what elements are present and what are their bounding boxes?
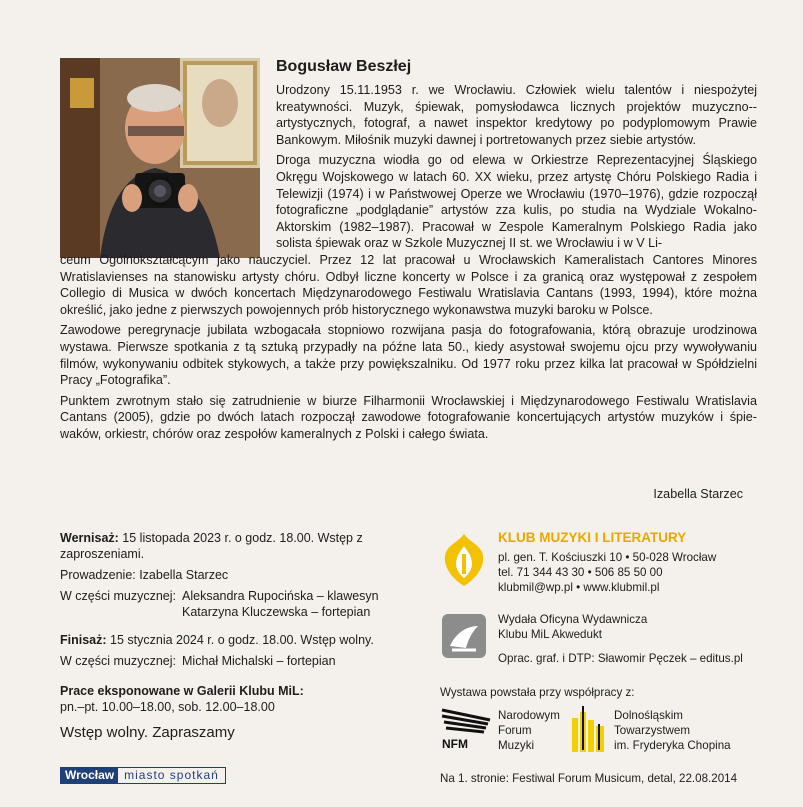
- publisher-line-1: Wydała Oficyna Wydawnicza: [498, 613, 648, 626]
- wroclaw-logo: [60, 767, 226, 784]
- nfm-name: [498, 708, 560, 753]
- publisher-logo-icon: [442, 614, 486, 658]
- artist-name: Bogusław Beszłej: [276, 58, 412, 75]
- nfm-logo-icon: [440, 706, 494, 750]
- vernissage-line: [60, 530, 430, 562]
- nfm-line-2: Forum: [498, 724, 532, 737]
- performers: [182, 588, 379, 620]
- club-phone: tel. 71 344 43 30 • 506 85 50 00: [498, 566, 663, 579]
- dtf-line-1: Dolnośląskim: [614, 709, 683, 722]
- vernissage-text: 15 listopada 2023 r. o godz. 18.00. Wstęp z zaproszeniami.: [60, 531, 363, 561]
- performer-3: Michał Michalski – fortepian: [182, 654, 336, 668]
- gallery-title: Prace eksponowane w Galerii Klubu MiL:: [60, 684, 304, 698]
- finissage-text: 15 stycznia 2024 r. o godz. 18.00. Wstęp wolny.: [106, 633, 374, 647]
- bio-paragraph-1: Urodzony 15.11.1953 r. we Wrocławiu. Człowiek wielu talentów i niespożytej kreatywności. Muzyk, śpiewak, pomysłodawca licznych projektów muzyczno--artystycznych, fotograf, a nawet inspektor kredytowy po podyplomowym Prawie Bankowym. Miłośnik muzyki dawnej i portretowanych przez siebie artystów.: [276, 83, 757, 147]
- exhibit-hours: [60, 683, 430, 715]
- publisher-info: [498, 612, 647, 642]
- nfm-logo-text: NFM: [442, 737, 468, 750]
- wroclaw-logo-part-2: miasto spotkań: [124, 768, 219, 782]
- invitation-text: Wstęp wolny. Zapraszamy: [60, 724, 235, 741]
- cover-caption: Na 1. stronie: Festiwal Forum Musicum, detal, 22.08.2014: [440, 772, 738, 785]
- club-contact: [498, 550, 716, 595]
- author-signature: Izabella Starzec: [653, 487, 743, 501]
- nfm-line-1: Narodowym: [498, 709, 560, 722]
- event-info: [60, 530, 430, 741]
- dtf-line-2: Towarzystwem: [614, 724, 691, 737]
- wroclaw-logo-part-1: Wrocław: [61, 768, 118, 783]
- vernissage-label: Wernisaż:: [60, 531, 119, 545]
- performer-1: Aleksandra Rupocińska – klawesyn: [182, 589, 379, 603]
- host-line: Prowadzenie: Izabella Starzec: [60, 568, 229, 582]
- bio-paragraph-2b: ceum Ogólnokształcącym jako nauczyciel. Przez 12 lat pracował u Wrocławskich Kameralistach Cantores Minores Wratislavienses na stanowisku artysty chóru. Odbył liczne koncerty w Polsce i za granicą oraz występował z zespołem Collegio di Musica w dwóch koncertach Międzynarodowego Festiwalu Wratislavia Cantans (1993, 1994), które można określić, jako jedne z pierwszych powojennych prób historycznego wykonawstwa muzyki baroku w Polsce.: [60, 252, 757, 317]
- bio-paragraph-3: Zawodowe peregrynacje jubilata wzbogacała stopniowo rozwijana pasja do fotografowania, którą obrazuje urodzinowa wystawa. Pierwsze spotkania z tą sztuką przypadły na późne lata 50., kiedy asystował swojemu ojcu przy wywoływaniu filmów, wykonywaniu odbitek stykowych, a także przy powiększalniku. Od 1977 roku przez kilka lat pracował w Spółdzielni Pracy „Fotografika”.: [60, 323, 757, 388]
- finissage-line: [60, 632, 430, 648]
- club-info: [440, 530, 760, 680]
- music-label: W części muzycznej:: [60, 589, 176, 603]
- club-logo-icon: [440, 532, 488, 588]
- music-line-2: [60, 653, 430, 669]
- gallery-hours: pn.–pt. 10.00–18.00, sob. 12.00–18.00: [60, 700, 275, 714]
- music-line-1: [60, 588, 430, 620]
- bio-paragraph-4: Punktem zwrotnym stało się zatrudnienie w biurze Filharmonii Wrocławskiej i Międzynarodowego Festiwalu Wratislavia Cantans (2005), gdzie po dwóch latach rozpoczął zawodowe fotografowanie koncertujących artystów muzyków i śpie-waków, orkiestr, chórów oraz zespołów kameralnych z Polski i całego świata.: [60, 393, 757, 441]
- dtf-line-3: im. Fryderyka Chopina: [614, 739, 731, 752]
- finissage-label: Finisaż:: [60, 633, 107, 647]
- publisher-line-2: Klubu MiL Akwedukt: [498, 628, 602, 641]
- club-title: KLUB MUZYKI I LITERATURY: [498, 530, 687, 545]
- music-label-2: W części muzycznej:: [60, 654, 176, 668]
- performer-2: Katarzyna Kluczewska – fortepian: [182, 605, 371, 619]
- chopin-society-logo-icon: [568, 704, 610, 754]
- nfm-line-3: Muzyki: [498, 739, 535, 752]
- bio-paragraph-2a: Droga muzyczna wiodła go od elewa w Orkiestrze Reprezentacyjnej Śląskiego Okręgu Wojskowego w latach 60. XX wieku, przez artystę Chóru Polskiego Radia i Telewizji (1974) i w Państwowej Operze we Wrocławiu (1970–1976), gdzie rozpoczął fotograficzne „podglądanie” artystów zza kulis, po studia na Wydziale Wokalno-Aktorskim (1982–1987). Pracował w Zespole Kameralnym Polskiego Radia jako solista śpiewak oraz w Szkole Muzycznej II st. we Wrocławiu i w V Li-: [276, 153, 757, 251]
- chopin-society-name: [614, 708, 731, 753]
- biography: [60, 82, 757, 446]
- design-credit: Oprac. graf. i DTP: Sławomir Pęczek – editus.pl: [498, 652, 743, 665]
- club-web: klubmil@wp.pl • www.klubmil.pl: [498, 581, 660, 594]
- club-address: pl. gen. T. Kościuszki 10 • 50-028 Wrocław: [498, 551, 717, 564]
- partners-intro: Wystawa powstała przy współpracy z:: [440, 686, 635, 699]
